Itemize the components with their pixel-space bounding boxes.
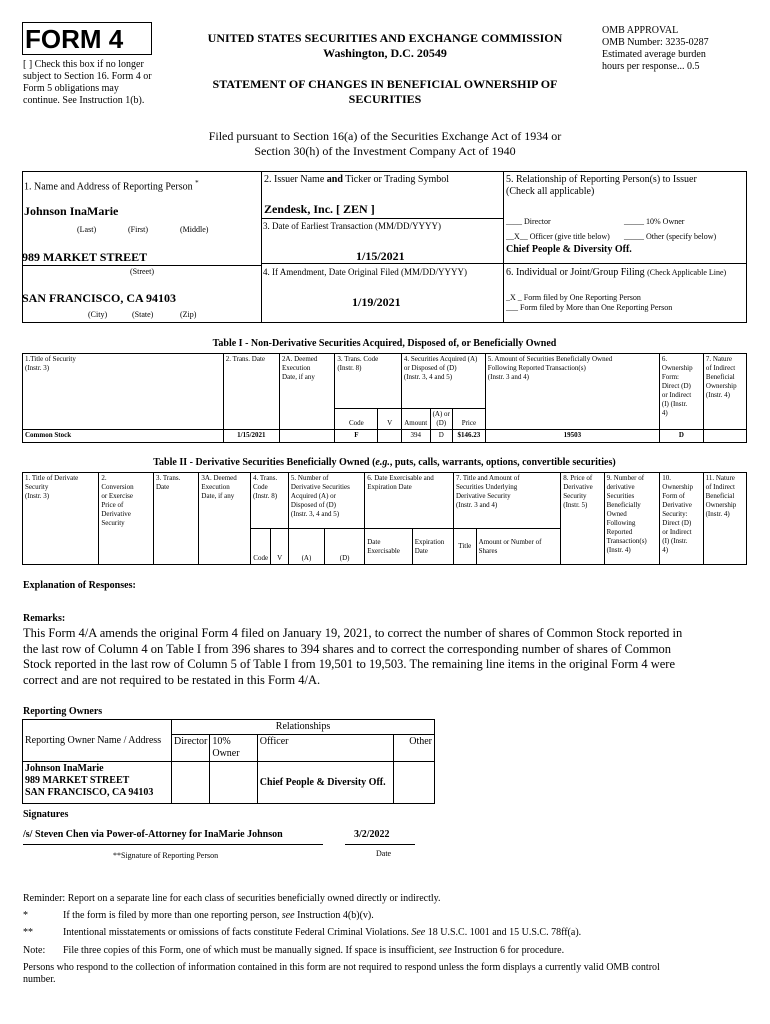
- remarks-line: the last row of Column 4 on Table I from 396 shares to 394 shares and to correct the corresponding number of shares of Common: [23, 641, 672, 656]
- t1-form: D: [659, 430, 703, 443]
- t2-header-3a: 3A. Deemed Execution Date, if any: [199, 473, 251, 565]
- owner-row-other: [394, 762, 435, 804]
- footnote-note: Note: File three copies of this Form, one of which must be manually signed. If space is insufficient, see Instruction 6 for procedure.: [23, 945, 565, 956]
- signatures-label: Signatures: [23, 809, 69, 820]
- omb-line: Estimated average burden: [602, 49, 706, 60]
- t1-owned: 19503: [485, 430, 659, 443]
- t2-header-10: 10. Ownership Form of Derivative Security: Direct (D) or Indirect (I) (Instr. 4): [660, 473, 703, 565]
- t2-header-2: 2. Conversion or Exercise Price of Derivative Security: [99, 473, 154, 565]
- amendment-date: 1/19/2021: [352, 295, 401, 309]
- signature-caption: **Signature of Reporting Person: [113, 851, 219, 860]
- remarks-label: Remarks:: [23, 613, 66, 624]
- remarks-text: [23, 626, 758, 688]
- last-name-caption: (Last): [77, 225, 97, 234]
- remarks-line: correct and are not required to be restated in this Form 4/A.: [23, 672, 321, 687]
- state-caption: (State): [132, 310, 154, 319]
- t1-header-title: 1.Title of Security (Instr. 3): [23, 354, 224, 430]
- t1-header-owned: 5. Amount of Securities Beneficially Owned Following Reported Transaction(s) (Instr. 3 and 4): [485, 354, 659, 430]
- street-caption: (Street): [130, 267, 154, 276]
- filing-label: 6. Individual or Joint/Group Filing (Check Applicable Line): [506, 267, 727, 278]
- t1-header-acquired: 4. Securities Acquired (A) or Disposed of (D) (Instr. 3, 4 and 5): [401, 354, 485, 409]
- t1-header-form: 6. Ownership Form: Direct (D) or Indirect (I) (Instr. 4): [659, 354, 703, 430]
- omb-line: hours per response... 0.5: [602, 61, 700, 72]
- t1-aord: D: [430, 430, 453, 443]
- more-person-option[interactable]: ___ Form filed by More than One Reporting Person: [506, 303, 673, 312]
- one-person-option[interactable]: _X _ Form filed by One Reporting Person: [506, 293, 641, 302]
- t1-code: F: [335, 430, 378, 443]
- reporter-street: 989 MARKET STREET: [22, 250, 148, 264]
- t1-price: $146.23: [453, 430, 486, 443]
- date-caption: Date: [376, 849, 392, 858]
- issuer-label: 2. Issuer Name and Ticker or Trading Symbol: [264, 174, 450, 185]
- t2-sub-v: V: [271, 529, 289, 565]
- explanation-label: Explanation of Responses:: [23, 580, 136, 591]
- t2-header-11: 11. Nature of Indirect Beneficial Ownership (Instr. 4): [703, 473, 746, 565]
- t1-sub-price: Price: [453, 409, 486, 430]
- table1: [22, 353, 747, 443]
- table2: [22, 472, 747, 565]
- t2-header-8: 8. Price of Derivative Security (Instr. 5): [561, 473, 604, 565]
- t1-deemed: [280, 430, 335, 443]
- t2-header-1: 1. Title of Derivate Security (Instr. 3): [23, 473, 99, 565]
- owner-row-ten: [210, 762, 257, 804]
- owner-row-director: [172, 762, 210, 804]
- checkbox-text-line: continue. See Instruction 1(b).: [23, 95, 145, 106]
- owner-col-other: Other: [394, 735, 435, 762]
- t1-sub-v: V: [378, 409, 402, 430]
- omb-line: OMB Number: 3235-0287: [602, 37, 709, 48]
- footnote-star: * If the form is filed by more than one reporting person, see Instruction 4(b)(v).: [23, 910, 374, 921]
- filed-pursuant-line-1: Filed pursuant to Section 16(a) of the Securities Exchange Act of 1934 or: [208, 129, 562, 143]
- owner-col-relationships: Relationships: [172, 720, 435, 735]
- reporting-owners-label: Reporting Owners: [23, 706, 103, 717]
- t1-header-date: 2. Trans. Date: [223, 354, 279, 430]
- filed-pursuant-line-2: Section 30(h) of the Investment Company Act of 1940: [254, 144, 516, 158]
- reporter-name: Johnson InaMarie: [24, 204, 119, 218]
- t1-v: [378, 430, 402, 443]
- remarks-line: This Form 4/A amends the original Form 4 filed on January 19, 2021, to correct the number of shares of Common Stock reported in: [23, 626, 683, 640]
- form-title: FORM 4: [25, 24, 124, 54]
- t2-header-3: 3. Trans. Date: [154, 473, 199, 565]
- t2-sub-a: (A): [288, 529, 324, 565]
- t1-security: Common Stock: [23, 430, 224, 443]
- checkbox-no-longer-subject[interactable]: [23, 59, 173, 107]
- table-row: [23, 430, 747, 443]
- officer-option[interactable]: __X__ Officer (give title below): [506, 232, 610, 241]
- agency-city: Washington, D.C. 20549: [323, 46, 447, 60]
- t2-sub-title: Title: [453, 529, 476, 565]
- middle-name-caption: (Middle): [180, 225, 209, 234]
- footnote-double-star: ** Intentional misstatements or omissions of facts constitute Federal Criminal Violations. See 18 U.S.C. 1001 and 15 U.S.C. 78ff(a).: [23, 927, 582, 938]
- statement-title-line-1: STATEMENT OF CHANGES IN BENEFICIAL OWNERSHIP OF: [212, 77, 558, 91]
- earliest-transaction-label: 3. Date of Earliest Transaction (MM/DD/YYYY): [263, 221, 441, 231]
- ten-percent-owner-option[interactable]: _____ 10% Owner: [624, 217, 685, 226]
- t2-sub-code: Code: [250, 529, 270, 565]
- checkbox-text-line: Form 5 obligations may: [23, 83, 119, 94]
- t1-header-deemed: 2A. Deemed Execution Date, if any: [280, 354, 335, 430]
- omb-approval: [602, 25, 762, 73]
- owner-row-officer: Chief People & Diversity Off.: [257, 762, 394, 804]
- t2-sub-exp: Expiration Date: [412, 529, 453, 565]
- t1-sub-amount: Amount: [401, 409, 430, 430]
- t1-sub-aord: (A) or (D): [430, 409, 453, 430]
- owner-col-director: Director: [172, 735, 210, 762]
- earliest-transaction-date: 1/15/2021: [356, 249, 405, 263]
- first-name-caption: (First): [128, 225, 148, 234]
- omb-line: OMB APPROVAL: [602, 25, 679, 36]
- t2-header-6: 6. Date Exercisable and Expiration Date: [365, 473, 454, 529]
- other-option[interactable]: _____ Other (specify below): [624, 232, 717, 241]
- owner-col-officer: Officer: [257, 735, 394, 762]
- agency-name: UNITED STATES SECURITIES AND EXCHANGE COMMISSION: [207, 31, 563, 45]
- reporter-city-state-zip: SAN FRANCISCO, CA 94103: [22, 291, 177, 305]
- t2-sub-amount: Amount or Number of Shares: [476, 529, 561, 565]
- signature-date: 3/2/2022: [354, 829, 390, 840]
- t1-amount: 394: [401, 430, 430, 443]
- persons-notice: Persons who respond to the collection of information contained in this form are not required to respond unless the form displays a currently valid OMB control number.: [23, 962, 660, 985]
- t2-header-4: 4. Trans. Code (Instr. 8): [250, 473, 288, 529]
- t2-header-9: 9. Number of derivative Securities Beneficially Owned Following Reported Transaction(s) (Instr. 4): [604, 473, 660, 565]
- owner-col-ten: 10% Owner: [210, 735, 257, 762]
- t2-header-7: 7. Title and Amount of Securities Underlying Derivative Security (Instr. 3 and 4): [453, 473, 560, 529]
- t2-header-5: 5. Number of Derivative Securities Acquired (A) or Disposed of (D) (Instr. 3, 4 and 5): [288, 473, 364, 529]
- owner-row-address: Johnson InaMarie 989 MARKET STREET SAN FRANCISCO, CA 94103: [23, 762, 172, 804]
- table-row: [23, 762, 435, 804]
- remarks-line: Stock reported in the last row of Column 5 of Table I from 19,501 to 19,503. The remaining line items in the original Form 4 were: [23, 657, 676, 671]
- director-option[interactable]: ____ Director: [506, 217, 551, 226]
- t1-nature: [703, 430, 746, 443]
- statement-title-line-2: SECURITIES: [348, 92, 422, 106]
- checkbox-text-line: [ ] Check this box if no longer: [23, 59, 144, 70]
- checkbox-text-line: subject to Section 16. Form 4 or: [23, 71, 152, 82]
- t1-header-code: 3. Trans. Code (Instr. 8): [335, 354, 402, 409]
- owner-col-name: Reporting Owner Name / Address: [23, 720, 172, 762]
- t1-sub-code: Code: [335, 409, 378, 430]
- relationship-label: 5. Relationship of Reporting Person(s) to Issuer (Check all applicable): [506, 174, 697, 197]
- amendment-label: 4. If Amendment, Date Original Filed (MM/DD/YYYY): [263, 267, 467, 277]
- reporting-owners-table: [22, 719, 435, 804]
- zip-caption: (Zip): [180, 310, 197, 319]
- t1-date: 1/15/2021: [223, 430, 279, 443]
- t2-sub-d: (D): [325, 529, 365, 565]
- table1-title: Table I - Non-Derivative Securities Acquired, Disposed of, or Beneficially Owned: [212, 338, 557, 349]
- reporter-label: 1. Name and Address of Reporting Person *: [24, 179, 199, 193]
- table2-title: Table II - Derivative Securities Beneficially Owned (e.g., puts, calls, warrants, options, convertible securities): [153, 457, 616, 468]
- city-caption: (City): [88, 310, 108, 319]
- officer-title: Chief People & Diversity Off.: [506, 244, 632, 255]
- t2-sub-date-ex: Date Exercisable: [365, 529, 412, 565]
- issuer-name: Zendesk, Inc. [ ZEN ]: [264, 202, 375, 216]
- reminder: Reminder: Report on a separate line for each class of securities beneficially owned directly or indirectly.: [23, 893, 441, 904]
- signer-name: /s/ Steven Chen via Power-of-Attorney for InaMarie Johnson: [23, 829, 283, 840]
- t1-header-nature: 7. Nature of Indirect Beneficial Ownership (Instr. 4): [703, 354, 746, 430]
